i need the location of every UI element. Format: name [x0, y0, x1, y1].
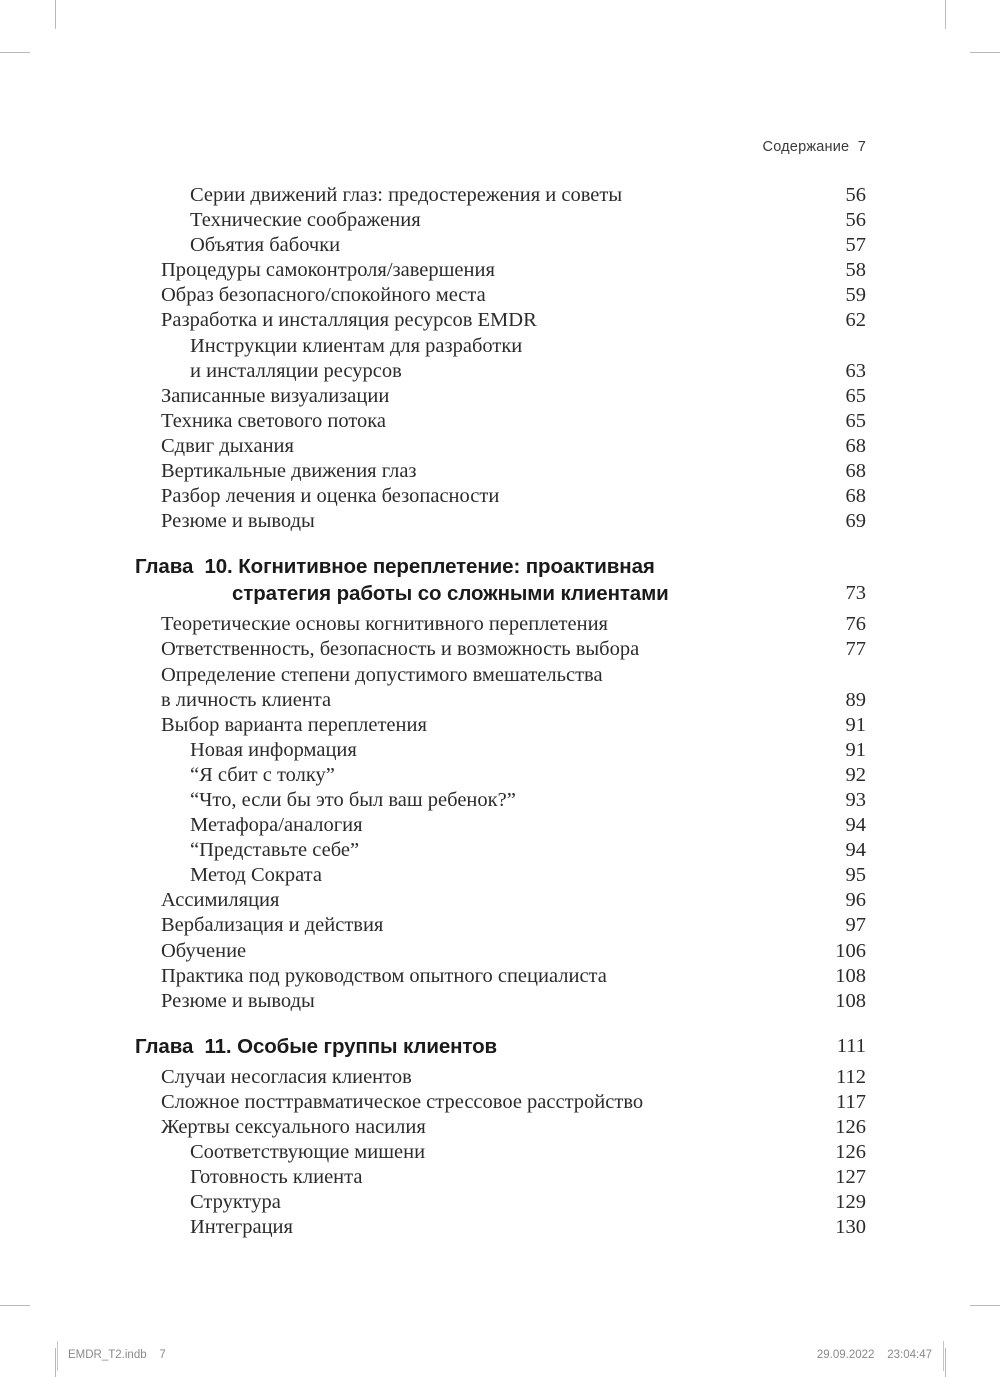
toc-entry-label: Теоретические основы когнитивного переплетения	[161, 613, 608, 636]
toc-entry-page-number: 59	[845, 284, 866, 307]
toc-entry[interactable]	[0, 888, 1000, 913]
toc-entry-label: Случаи несогласия клиентов	[161, 1065, 412, 1088]
toc-entry[interactable]	[0, 713, 1000, 738]
toc-entry-page-number: 91	[845, 713, 866, 736]
toc-entry-label: Новая информация	[190, 738, 357, 761]
toc-entry[interactable]	[0, 1065, 1000, 1090]
toc-entry-label: и инсталляции ресурсов	[190, 359, 402, 382]
toc-entry[interactable]	[0, 813, 1000, 838]
toc-entry-page-number: 69	[845, 510, 866, 533]
toc-entry-page-number: 96	[845, 889, 866, 912]
toc-entry[interactable]	[0, 484, 1000, 509]
toc-entry-label: “Представьте себе”	[190, 839, 360, 862]
toc-entry-label: Технические соображения	[190, 209, 421, 232]
toc-entry[interactable]	[0, 1165, 1000, 1190]
toc-entry-page-number: 95	[845, 864, 866, 887]
crop-mark-top-right-vertical	[945, 0, 946, 29]
toc-entry[interactable]	[0, 434, 1000, 459]
toc-entry-label: Глава 11. Особые группы клиентов	[135, 1034, 498, 1058]
toc-entry-page-number: 117	[836, 1090, 866, 1113]
toc-entry[interactable]	[0, 509, 1000, 534]
toc-chapter-heading-continuation[interactable]	[0, 580, 1000, 607]
toc-entry-page-number: 89	[845, 688, 866, 711]
toc-entry-page-number: 108	[835, 989, 866, 1012]
crop-mark-bottom-left-horizontal	[0, 1305, 30, 1306]
toc-entry-page-number: 126	[835, 1141, 866, 1164]
crop-mark-top-left-vertical	[55, 0, 56, 29]
toc-entry-label: стратегия работы со сложными клиентами	[232, 582, 669, 606]
toc-entry-page-number: 130	[835, 1216, 866, 1239]
toc-entry-label: Процедуры самоконтроля/завершения	[161, 259, 495, 282]
toc-entry-page-number: 68	[845, 485, 866, 508]
footer	[0, 1349, 1000, 1371]
toc-entry-page-number: 93	[845, 788, 866, 811]
toc-entry-label: Определение степени допустимого вмешательства	[161, 663, 603, 686]
toc-entry-label: Интеграция	[190, 1216, 293, 1239]
toc-entry-label: Серии движений глаз: предостережения и советы	[190, 184, 623, 206]
toc-entry[interactable]	[0, 334, 1000, 359]
toc-entry-page-number: 94	[845, 814, 866, 837]
toc-entry-page-number: 112	[836, 1065, 866, 1088]
toc-entry-page-number: 58	[845, 259, 866, 282]
toc-entry-label: Сдвиг дыхания	[161, 434, 294, 457]
toc-entry-page-number: 77	[845, 638, 866, 661]
toc-entry-label: Объятия бабочки	[190, 234, 341, 257]
toc-entry-label: Разбор лечения и оценка безопасности	[161, 485, 500, 508]
toc-entry-label: “Что, если бы это был ваш ребенок?”	[190, 788, 516, 811]
toc-entry-page-number: 97	[845, 914, 866, 937]
toc-entry-page-number: 111	[836, 1034, 866, 1057]
toc-chapter-heading[interactable]	[0, 553, 1000, 580]
toc-entry-label: Выбор варианта переплетения	[161, 713, 427, 736]
toc-entry-label: Практика под руководством опытного специалиста	[161, 964, 607, 987]
toc-entry-label: Записанные визуализации	[161, 384, 390, 407]
toc-entry-page-number: 56	[845, 184, 866, 206]
toc-entry[interactable]	[0, 359, 1000, 384]
crop-mark-top-left-horizontal	[0, 52, 30, 53]
toc-entry[interactable]	[0, 258, 1000, 283]
toc-entry-label: Ответственность, безопасность и возможность выбора	[161, 638, 640, 661]
toc-entry-page-number: 91	[845, 738, 866, 761]
toc-entry-page-number: 108	[835, 964, 866, 987]
toc-entry-label: Инструкции клиентам для разработки	[190, 334, 523, 357]
toc-entry[interactable]	[0, 1115, 1000, 1140]
toc-entry[interactable]	[0, 637, 1000, 662]
toc-entry[interactable]	[0, 233, 1000, 258]
toc-chapter-heading[interactable]	[0, 1033, 1000, 1060]
toc-entry[interactable]	[0, 283, 1000, 308]
toc-entry-page-number: 129	[835, 1191, 866, 1214]
toc-entry[interactable]	[0, 838, 1000, 863]
toc-entry-label: Метафора/аналогия	[190, 814, 363, 837]
toc-entry[interactable]	[0, 763, 1000, 788]
toc-entry-page-number: 92	[845, 763, 866, 786]
toc-entry[interactable]	[0, 1140, 1000, 1165]
toc-entry-label: Образ безопасного/спокойного места	[161, 284, 486, 307]
toc-entry-label: Метод Сократа	[190, 864, 322, 887]
toc-entry-page-number: 76	[845, 613, 866, 636]
toc-entry-page-number: 68	[845, 460, 866, 483]
toc-entry-label: Структура	[190, 1191, 281, 1214]
toc-entry[interactable]	[0, 183, 1000, 208]
toc-entry-label: Вертикальные движения глаз	[161, 460, 417, 483]
toc-entry-page-number: 62	[845, 309, 866, 332]
toc-entry-page-number: 57	[845, 234, 866, 257]
toc-entry[interactable]	[0, 989, 1000, 1014]
toc-entry-page-number: 106	[835, 939, 866, 962]
toc-entry-page-number: 56	[845, 209, 866, 232]
toc-entry[interactable]	[0, 863, 1000, 888]
toc-entry[interactable]	[0, 738, 1000, 763]
toc-entry[interactable]	[0, 308, 1000, 333]
toc-entry[interactable]	[0, 1215, 1000, 1240]
toc-entry[interactable]	[0, 459, 1000, 484]
toc-entry-label: Вербализация и действия	[161, 914, 384, 937]
toc-entry-label: Разработка и инсталляция ресурсов EMDR	[161, 309, 537, 332]
toc-entry[interactable]	[0, 384, 1000, 409]
toc-entry-page-number: 65	[845, 409, 866, 432]
toc-entry-page-number: 126	[835, 1116, 866, 1138]
toc-entry-page-number: 127	[835, 1166, 866, 1189]
toc-entry-label: Обучение	[161, 939, 247, 962]
toc-entry[interactable]	[0, 688, 1000, 713]
toc-entry[interactable]	[0, 208, 1000, 233]
toc-entry-label: Техника светового потока	[161, 409, 387, 432]
toc-entry[interactable]	[0, 913, 1000, 938]
footer-timestamp: 29.09.2022 23:04:47	[816, 1349, 932, 1361]
toc-entry[interactable]	[0, 663, 1000, 688]
toc-entry[interactable]	[0, 1090, 1000, 1115]
toc-entry-label: Жертвы сексуального насилия	[161, 1116, 426, 1138]
toc-entry[interactable]	[0, 612, 1000, 637]
footer-file-slug: EMDR_T2.indb 7	[68, 1349, 166, 1361]
toc-entry-page-number: 94	[845, 839, 866, 862]
toc-entry-page-number: 68	[845, 434, 866, 457]
toc-entry-label: в личность клиента	[161, 688, 332, 711]
toc-entry-label: “Я сбит с толку”	[190, 763, 335, 786]
table-of-contents	[0, 183, 1000, 1240]
toc-entry-label: Соответствующие мишени	[190, 1141, 426, 1164]
crop-mark-bottom-right-horizontal	[970, 1305, 1000, 1306]
toc-entry[interactable]	[0, 939, 1000, 964]
crop-mark-top-right-horizontal	[970, 52, 1000, 53]
toc-entry-page-number: 63	[845, 359, 866, 382]
toc-entry-page-number: 73	[845, 582, 866, 605]
toc-entry-label: Готовность клиента	[190, 1166, 363, 1189]
toc-entry[interactable]	[0, 1190, 1000, 1215]
toc-entry[interactable]	[0, 409, 1000, 434]
toc-entry-label: Резюме и выводы	[161, 510, 315, 533]
toc-entry-label: Глава 10. Когнитивное переплетение: проактивная	[135, 555, 655, 579]
toc-entry-label: Сложное посттравматическое стрессовое расстройство	[161, 1090, 644, 1113]
toc-entry[interactable]	[0, 788, 1000, 813]
running-head: Содержание 7	[762, 139, 866, 155]
toc-entry[interactable]	[0, 964, 1000, 989]
toc-entry-label: Резюме и выводы	[161, 989, 315, 1012]
toc-entry-page-number: 65	[845, 384, 866, 407]
toc-entry-label: Ассимиляция	[161, 889, 280, 912]
